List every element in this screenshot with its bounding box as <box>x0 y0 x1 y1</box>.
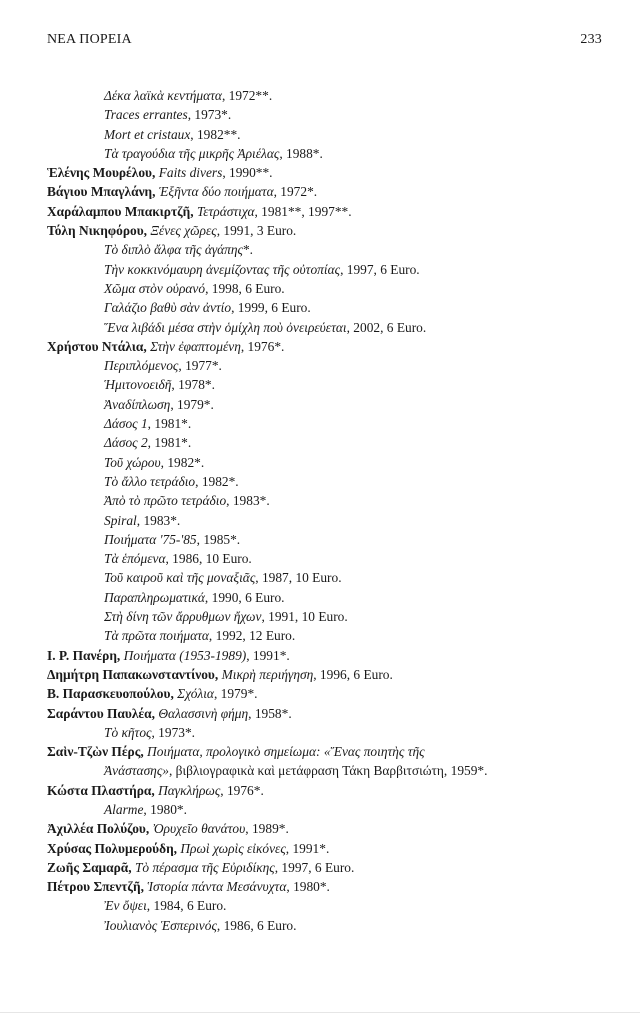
publication-details: , 1981**, 1997**. <box>254 203 352 219</box>
author-entry <box>0 337 640 356</box>
author-name: Βάγιου Μπαγλάνη, <box>47 184 156 200</box>
work-entry <box>0 375 640 394</box>
work-title: Χῶμα στὸν οὐρανό <box>104 280 206 296</box>
work-entry <box>0 800 640 819</box>
author-entry <box>0 646 640 665</box>
publication-details: , 1981*. <box>147 435 192 451</box>
work-entry <box>0 723 640 742</box>
work-title: Ποιήματα '75-'85 <box>104 531 197 547</box>
work-title: Τὸ κῆτος <box>104 724 152 740</box>
author-name: Χαράλαμπου Μπακιρτζῆ, <box>47 203 194 219</box>
page-number: 233 <box>580 32 602 47</box>
publication-details: , 2002, 6 Euro. <box>346 319 427 335</box>
work-title: Στὴ δίνη τῶν ἄρρυθμων ἤχων <box>104 609 262 625</box>
publication-details: , 1997, 6 Euro. <box>274 859 355 875</box>
author-name: Σαὶν-Τζὼν Πέρς, <box>47 744 144 760</box>
publication-details: , 1977*. <box>178 358 222 374</box>
work-entry <box>0 125 640 144</box>
work-entry <box>0 588 640 607</box>
work-entry <box>0 491 640 510</box>
publication-details: , 1973*. <box>187 107 232 123</box>
publication-details: , 1958*. <box>248 705 292 721</box>
work-entry <box>0 395 640 414</box>
author-entry <box>0 742 640 761</box>
publication-details: , 1991, 3 Euro. <box>216 223 297 239</box>
work-title: Δάσος 1 <box>104 416 148 432</box>
author-name: Ἑλένης Μουρέλου, <box>47 165 156 181</box>
work-title: Traces errantes <box>104 107 188 123</box>
publication-details: , 1986, 10 Euro. <box>165 551 252 567</box>
publication-details: , 1982*. <box>195 473 239 489</box>
author-entry <box>0 781 640 800</box>
work-title: Ἱστορία πάντα Μεσάνυχτα <box>143 879 287 895</box>
work-title: Θαλασσινὴ φήμη <box>154 705 249 721</box>
work-title: Τὰ ἑπόμενα <box>104 551 166 567</box>
publication-details: , 1982*. <box>160 454 205 470</box>
author-name: Ι. Ρ. Πανέρη, <box>47 647 121 663</box>
publication-details: , 1972**. <box>221 88 273 103</box>
author-name: Β. Παρασκευοπούλου, <box>47 686 174 702</box>
running-title: ΝΕΑ ΠΟΡΕΙΑ <box>47 32 132 47</box>
author-name: Δημήτρη Παπακωνσταντίνου, <box>47 666 219 682</box>
publication-details: , 1997, 6 Euro. <box>340 261 420 277</box>
work-title: Spiral <box>104 512 137 528</box>
work-entry <box>0 626 640 645</box>
work-entry <box>0 453 640 472</box>
work-title: Στὴν ἐφαπτομένη <box>146 338 241 354</box>
publication-details: , 1996, 6 Euro. <box>313 666 393 682</box>
publication-details: , 1979*. <box>213 686 258 702</box>
publication-details: , 1991, 10 Euro. <box>261 609 348 625</box>
work-title: Ξένες χῶρες <box>147 223 217 239</box>
author-entry <box>0 202 640 221</box>
publication-details: , 1999, 6 Euro. <box>231 300 311 316</box>
publication-details: , 1985*. <box>196 531 241 547</box>
author-name: Πέτρου Σπεντζῆ, <box>47 879 144 895</box>
work-entry <box>0 356 640 375</box>
author-entry <box>0 819 640 838</box>
work-entry <box>0 568 640 587</box>
work-title: Τοῦ χώρου <box>104 454 161 470</box>
publication-details: , 1976*. <box>220 782 264 798</box>
work-title: Τοῦ καιροῦ καὶ τῆς μοναξιᾶς <box>104 570 256 586</box>
work-title: Ἀναδίπλωση <box>104 396 171 412</box>
work-entry <box>0 607 640 626</box>
author-name: Χρύσας Πολυμερούδη, <box>47 840 178 856</box>
work-entry <box>0 896 640 915</box>
work-entry <box>0 260 640 279</box>
publication-details: , 1998, 6 Euro. <box>205 280 285 296</box>
work-entry <box>0 298 640 317</box>
work-entry <box>0 144 640 163</box>
publication-details: , 1978*. <box>171 377 215 393</box>
work-title: Ὀρυχεῖο θανάτου <box>149 821 246 837</box>
work-entry <box>0 433 640 452</box>
work-title: Γαλάζιο βαθὺ σὰν ἀντίο <box>104 300 232 316</box>
work-entry <box>0 318 640 337</box>
author-entry <box>0 163 640 182</box>
author-entry <box>0 839 640 858</box>
work-title: Τετράστιχα <box>193 203 255 219</box>
work-title: Ἰουλιανὸς Ἑσπερινός <box>104 917 217 933</box>
publication-details: , βιβλιογραφικὰ καὶ μετάφραση Τάκη Βαρβιτσιώτη, 1959*. <box>168 763 488 779</box>
publication-details: , 1989*. <box>245 821 289 837</box>
publication-details: , 1991*. <box>285 840 330 856</box>
publication-details: *. <box>242 242 253 258</box>
work-entry <box>0 105 640 124</box>
work-entry <box>0 279 640 298</box>
work-title: Τὸ ἄλλο τετράδιο <box>104 473 196 489</box>
work-title: Ἕνα λιβάδι μέσα στὴν ὁμίχλη ποὺ ὀνειρεύεται <box>104 319 347 335</box>
work-title: Ποιήματα, προλογικὸ σημείωμα: «Ἕνας ποιητὴς τῆς <box>143 744 425 760</box>
work-entry <box>0 240 640 259</box>
work-title: Ἡμιτονοειδῆ <box>104 377 172 393</box>
publication-details: , 1990**. <box>222 165 273 181</box>
work-title: Μικρὴ περιήγηση <box>218 666 314 682</box>
publication-details: , 1973*. <box>151 724 196 740</box>
work-entry <box>0 511 640 530</box>
work-entry <box>0 761 640 780</box>
work-entry <box>0 916 640 935</box>
author-entry <box>0 221 640 240</box>
author-entry <box>0 877 640 896</box>
work-title: Παραπληρωματικά <box>104 589 205 605</box>
work-title: Ἐν ὄψει <box>104 898 147 914</box>
work-title: Τὸ διπλὸ ἄλφα τῆς ἀγάπης <box>104 242 243 258</box>
work-entry <box>0 530 640 549</box>
work-title: Περιπλόμενος <box>104 358 179 374</box>
author-name: Σαράντου Παυλέα, <box>47 705 155 721</box>
publication-details: , 1988*. <box>279 145 323 161</box>
work-title: Σχόλια <box>173 686 214 702</box>
work-title: Faits divers <box>155 165 223 181</box>
work-title: Ἀπὸ τὸ πρῶτο τετράδιο <box>104 493 227 509</box>
work-title: Ἀνάστασης» <box>104 763 169 779</box>
author-entry <box>0 858 640 877</box>
author-entry <box>0 665 640 684</box>
scan-edge-line <box>0 1012 640 1013</box>
publication-details: , 1990, 6 Euro. <box>204 589 285 605</box>
author-entry <box>0 182 640 201</box>
author-name: Ζωῆς Σαμαρᾶ, <box>47 859 132 875</box>
work-entry <box>0 414 640 433</box>
publication-details: , 1980*. <box>286 879 330 895</box>
work-entry <box>0 549 640 568</box>
publication-details: , 1984, 6 Euro. <box>146 898 227 914</box>
author-name: Χρήστου Ντάλια, <box>47 338 147 354</box>
work-title: Alarme <box>104 801 144 817</box>
work-title: Δέκα λαϊκὰ κεντήματα <box>104 88 222 103</box>
publication-details: , 1979*. <box>170 396 214 412</box>
publication-details: , 1987, 10 Euro. <box>255 570 342 586</box>
work-title: Πρωὶ χωρὶς εἰκόνες <box>177 840 286 856</box>
work-title: Τὸ πέρασμα τῆς Εὐριδίκης <box>131 859 275 875</box>
publication-details: , 1972*. <box>273 184 318 200</box>
author-name: Κώστα Πλαστήρα, <box>47 782 155 798</box>
work-entry <box>0 472 640 491</box>
publication-details: , 1981*. <box>147 416 192 432</box>
publication-details: , 1982**. <box>190 126 241 142</box>
author-name: Τόλη Νικηφόρου, <box>47 223 148 239</box>
publication-details: , 1983*. <box>226 493 270 509</box>
work-title: Ποιήματα (1953-1989) <box>120 647 247 663</box>
author-entry <box>0 684 640 703</box>
publication-details: , 1983*. <box>136 512 181 528</box>
author-name: Ἀχιλλέα Πολύζου, <box>47 821 150 837</box>
publication-details: , 1980*. <box>143 801 187 817</box>
bibliography-list <box>0 86 640 935</box>
publication-details: , 1991*. <box>246 647 290 663</box>
publication-details: , 1992, 12 Euro. <box>208 628 296 644</box>
author-entry <box>0 704 640 723</box>
work-title: Τὰ τραγούδια τῆς μικρῆς Ἀριέλας <box>104 145 280 161</box>
work-title: Δάσος 2 <box>104 435 148 451</box>
work-title: Παγκλήρως <box>154 782 221 798</box>
work-title: Τὴν κοκκινόμαυρη ἀνεμίζοντας τῆς οὐτοπίας <box>104 261 341 277</box>
work-title: Mort et cristaux <box>104 126 191 142</box>
publication-details: , 1976*. <box>240 338 285 354</box>
page-header <box>47 32 602 52</box>
work-title: Ἑξῆντα δύο ποιήματα <box>155 184 274 200</box>
work-title: Τὰ πρῶτα ποιήματα <box>104 628 209 644</box>
publication-details: , 1986, 6 Euro. <box>216 917 297 933</box>
work-entry <box>0 86 640 105</box>
